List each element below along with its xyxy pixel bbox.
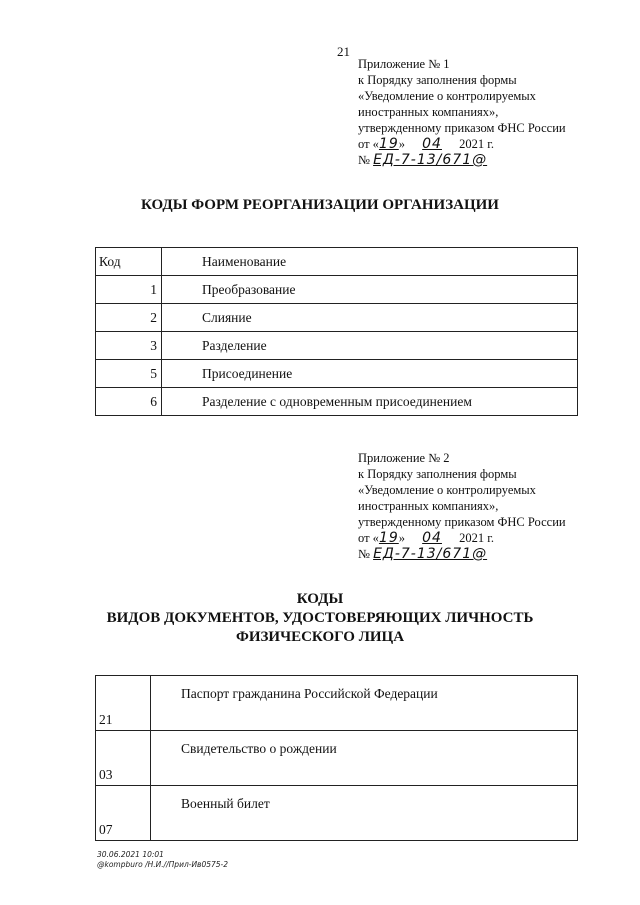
appendix-2-date: [358, 530, 608, 546]
row-code: 6: [96, 388, 162, 416]
handwritten-order-number: ЕД-7-13/671@: [373, 546, 488, 562]
appendix-2-line: «Уведомление о контролируемых: [358, 483, 536, 497]
date-year: 2021 г.: [459, 137, 495, 151]
handwritten-month: 04: [422, 530, 442, 546]
appendix-2-order: [358, 546, 608, 562]
appendix-2-line: утвержденному приказом ФНС России: [358, 515, 566, 529]
date-prefix: от «: [358, 137, 379, 151]
page-number: 21: [337, 44, 350, 59]
table-row: [96, 276, 578, 304]
identity-documents-table: [95, 675, 578, 841]
appendix-1-line: к Порядку заполнения формы: [358, 73, 517, 87]
row-name: Преобразование: [162, 276, 578, 304]
row-name: Военный билет: [151, 786, 578, 841]
appendix-1-line: «Уведомление о контролируемых: [358, 89, 536, 103]
footer-file-ref: [97, 860, 228, 870]
date-year: 2021 г.: [459, 531, 495, 545]
row-code: 2: [96, 304, 162, 332]
title-line: ФИЗИЧЕСКОГО ЛИЦА: [235, 629, 405, 645]
row-code: 03: [96, 731, 151, 786]
title-line: ВИДОВ ДОКУМЕНТОВ, УДОСТОВЕРЯЮЩИХ ЛИЧНОСТЬ: [106, 610, 534, 626]
row-name: Разделение: [162, 332, 578, 360]
handwritten-day: 19: [378, 136, 399, 152]
table-row: [96, 388, 578, 416]
appendix-2-line: к Порядку заполнения формы: [358, 467, 517, 481]
row-name: Слияние: [162, 304, 578, 332]
at-icon: @: [97, 860, 105, 869]
table-row: [96, 332, 578, 360]
appendix-1-line: иностранных компаниях»,: [358, 105, 499, 119]
handwritten-order-number: ЕД-7-13/671@: [373, 152, 488, 168]
footer-timestamp: 30.06.2021 10:01: [97, 850, 164, 859]
table-row: [96, 676, 578, 731]
date-mid: »: [398, 531, 406, 545]
handwritten-day: 19: [378, 530, 399, 546]
row-code: 5: [96, 360, 162, 388]
appendix-2-block: [358, 450, 608, 562]
row-code: 21: [96, 676, 151, 731]
table-header-row: [96, 248, 578, 276]
title-line: КОДЫ: [296, 591, 344, 607]
title-reorganization-codes: КОДЫ ФОРМ РЕОРГАНИЗАЦИИ ОРГАНИЗАЦИИ: [141, 197, 499, 213]
date-mid: »: [398, 137, 406, 151]
row-name: Разделение с одновременным присоединением: [162, 388, 578, 416]
handwritten-month: 04: [422, 136, 442, 152]
appendix-1-line: утвержденному приказом ФНС России: [358, 121, 566, 135]
reorganization-codes-table: [95, 247, 578, 416]
table-row: [96, 360, 578, 388]
row-code: 07: [96, 786, 151, 841]
table-row: [96, 731, 578, 786]
appendix-1-date: [358, 136, 608, 152]
order-prefix: №: [358, 153, 370, 167]
row-name: Свидетельство о рождении: [151, 731, 578, 786]
appendix-2-line: иностранных компаниях»,: [358, 499, 499, 513]
footer-file-text: kompburo /Н.И.//Прил-Ив0575-2: [104, 860, 229, 869]
table-row: [96, 304, 578, 332]
row-name: Паспорт гражданина Российской Федерации: [151, 676, 578, 731]
appendix-1-block: [358, 56, 608, 168]
appendix-1-order: [358, 152, 608, 168]
table-row: [96, 786, 578, 841]
appendix-1-line: Приложение № 1: [358, 57, 450, 71]
appendix-2-line: Приложение № 2: [358, 451, 450, 465]
row-code: 3: [96, 332, 162, 360]
header-code: Код: [96, 248, 162, 276]
title-identity-documents: [0, 590, 640, 647]
footer-stamp: [97, 850, 228, 870]
header-name: Наименование: [162, 248, 578, 276]
row-name: Присоединение: [162, 360, 578, 388]
row-code: 1: [96, 276, 162, 304]
date-prefix: от «: [358, 531, 379, 545]
order-prefix: №: [358, 547, 370, 561]
